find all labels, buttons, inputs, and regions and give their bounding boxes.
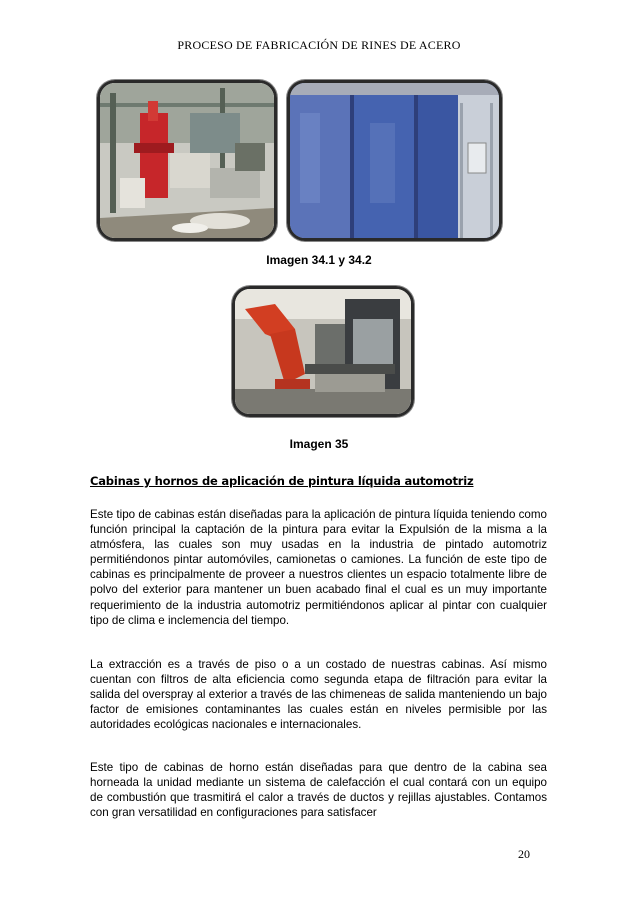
- paint-booth-illustration: [290, 83, 499, 238]
- page-header: PROCESO DE FABRICACIÓN DE RINES DE ACERO: [177, 38, 461, 52]
- robot-arm-illustration: [235, 289, 411, 414]
- paragraph-1: Este tipo de cabinas están diseñadas para la aplicación de pintura líquida teniendo como función principal la captación de la pintura para evitar la Expulsión de la misma a la atmósfera, las cuales son muy usadas en la industria de pintado automotriz permitiéndonos pintar automóviles, camionetas o camiones. La función de este tipo de cabinas es principalmente de proveer a nuestros clientes un espacio totalmente libre de polvo del exterior para mantener un buen acabado final el cual es un muy importante requerimiento de la industria automotriz permitiéndonos aplicar al pintar con cualquier tipo de clima e inclemencia del tiempo.: [90, 508, 547, 627]
- robot-arm-photo: [232, 286, 414, 417]
- paint-booth-photo: [287, 80, 502, 241]
- figure-caption-35: Imagen 35: [289, 437, 349, 451]
- paragraph-3: Este tipo de cabinas de horno están diseñadas para que dentro de la cabina sea horneada la unidad mediante un sistema de calefacción el cual contará con un equipo de combustión que trasmitirá el calor a través de ductos y rejillas ajustables. Contamos con gran versatilidad en configuraciones para satisfacer: [90, 761, 547, 820]
- figure-caption-34: Imagen 34.1 y 34.2: [266, 253, 372, 267]
- paragraph-2: La extracción es a través de piso o a un costado de nuestras cabinas. Así mismo cuentan con filtros de alta eficiencia como segunda etapa de filtración para evitar la salida del overspray al exterior a través de las chimeneas de salida manteniendo un bajo factor de emisiones contaminantes las cuales están en niveles permisible por las autoridades ecológicas nacionales e internacionales.: [90, 658, 547, 732]
- factory-floor-illustration: [100, 83, 274, 238]
- factory-floor-photo: [97, 80, 277, 241]
- section-heading: Cabinas y hornos de aplicación de pintura líquida automotriz: [90, 474, 474, 488]
- page-number: 20: [518, 847, 530, 861]
